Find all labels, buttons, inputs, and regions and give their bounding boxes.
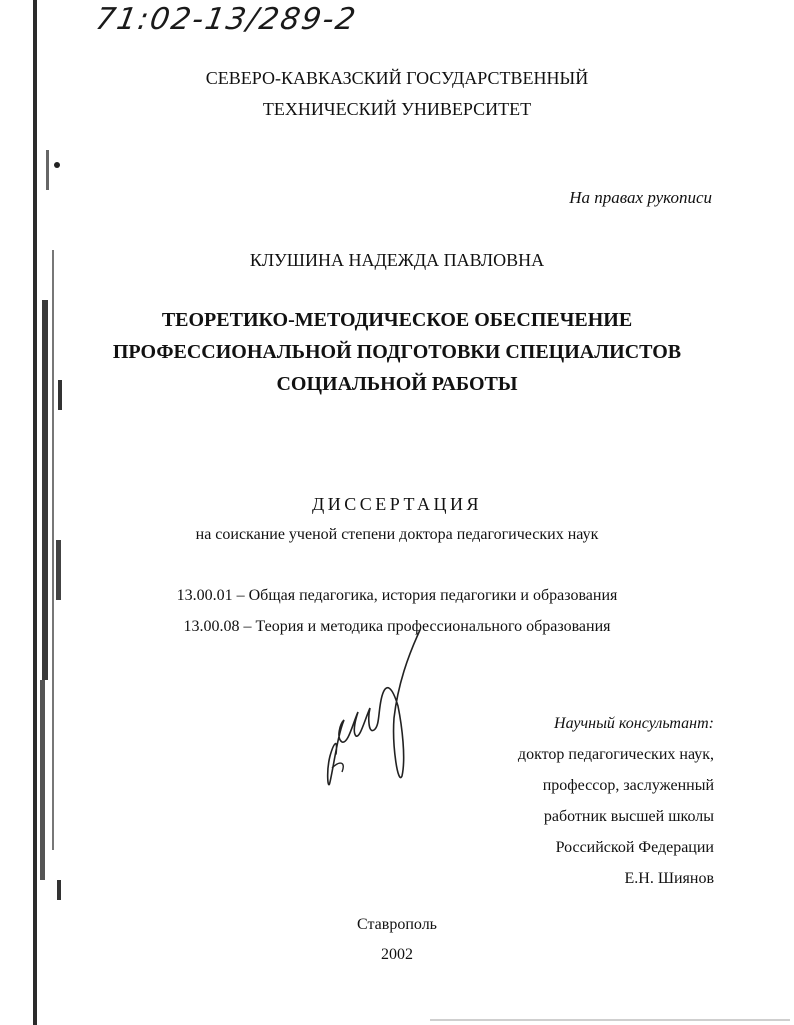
consultant-label: Научный консультант: (554, 715, 714, 732)
university-name-line2: ТЕХНИЧЕСКИЙ УНИВЕРСИТЕТ (262, 99, 532, 119)
university-name-line1: СЕВЕРО-КАВКАЗСКИЙ ГОСУДАРСТВЕННЫЙ (205, 68, 589, 88)
scan-bottom-line (430, 1019, 790, 1021)
consultant-block (518, 708, 714, 894)
archive-handwritten-code: 71:02-13/289-2 (92, 2, 360, 37)
author-name: КЛУШИНА НАДЕЖДА ПАВЛОВНА (249, 250, 545, 270)
year: 2002 (381, 946, 413, 963)
signature (312, 626, 432, 796)
consultant-name: Е.Н. Шиянов (624, 870, 714, 887)
consultant-line: Российской Федерации (555, 839, 714, 856)
consultant-line: профессор, заслуженный (542, 777, 714, 794)
city: Ставрополь (357, 916, 437, 933)
consultant-line: доктор педагогических наук, (517, 746, 714, 763)
thesis-title-line3: СОЦИАЛЬНОЙ РАБОТЫ (276, 373, 518, 395)
degree-statement: на соискание ученой степени доктора педагогических наук (195, 526, 599, 543)
thesis-title-line2: ПРОФЕССИОНАЛЬНОЙ ПОДГОТОВКИ СПЕЦИАЛИСТОВ (112, 341, 682, 363)
rights-note: На правах рукописи (569, 188, 712, 207)
thesis-title-line1: ТЕОРЕТИКО-МЕТОДИЧЕСКОЕ ОБЕСПЕЧЕНИЕ (161, 309, 633, 331)
work-type: ДИССЕРТАЦИЯ (311, 494, 483, 514)
specialty-2: 13.00.08 – Теория и методика профессионального образования (183, 618, 611, 635)
consultant-line: работник высшей школы (543, 808, 714, 825)
specialty-1: 13.00.01 – Общая педагогика, история педагогики и образования (176, 587, 618, 604)
